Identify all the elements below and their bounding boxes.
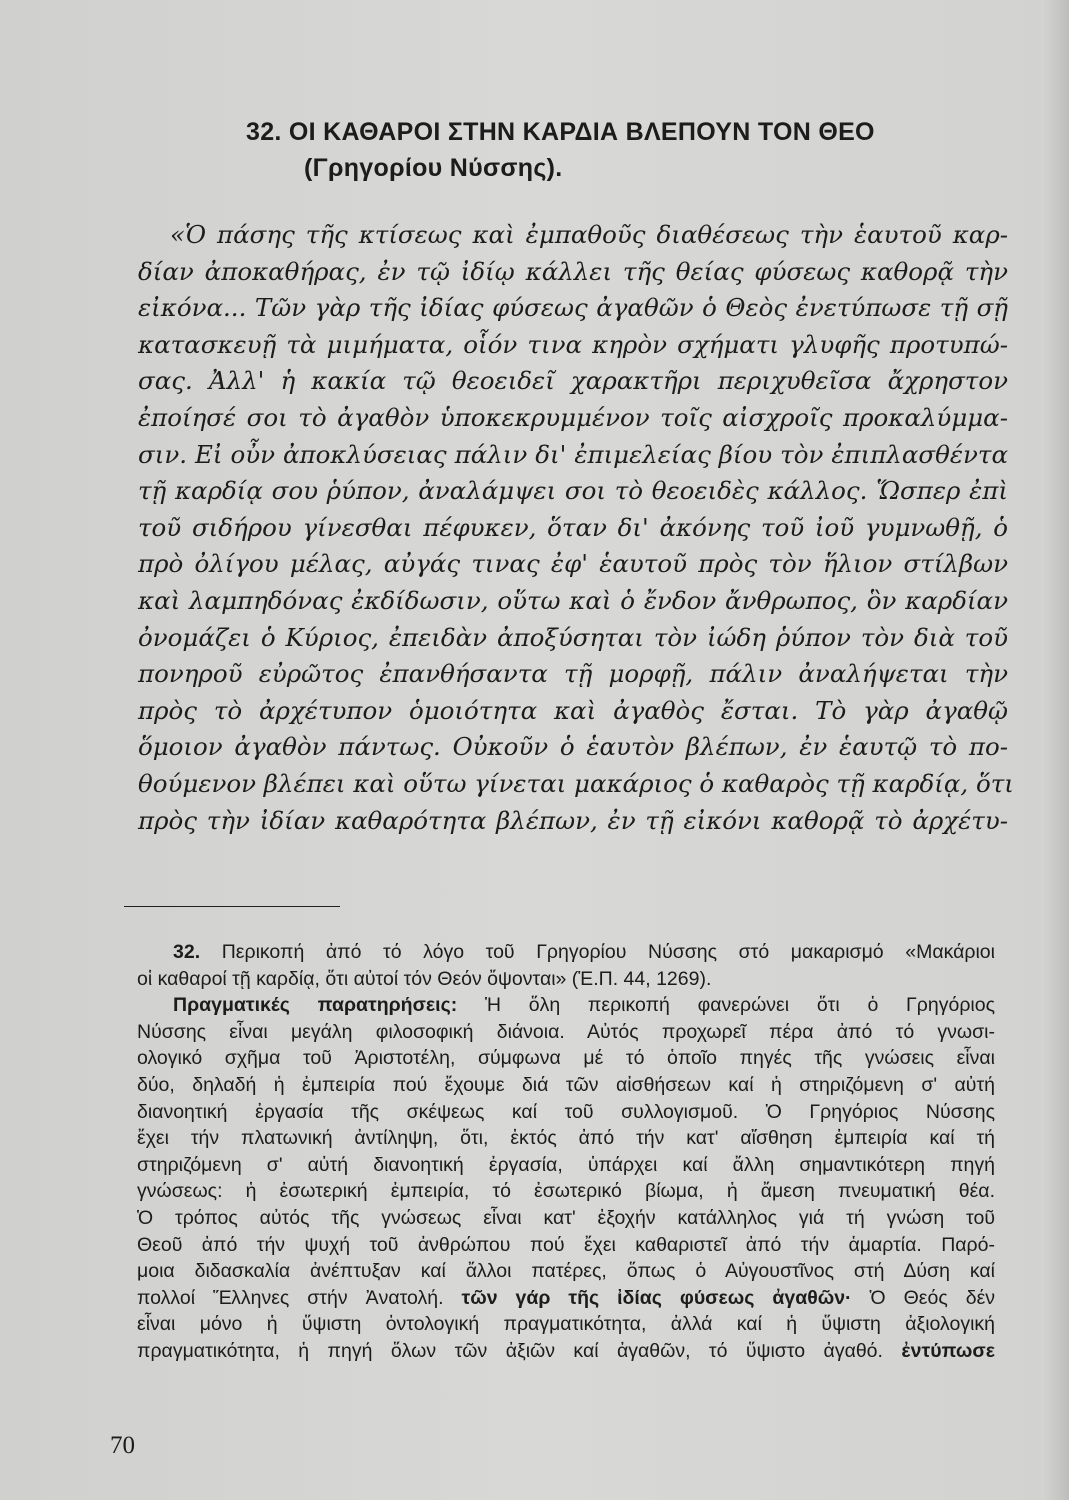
remarks-line: δύο, δηλαδή ἡ ἐμπειρία πού ἔχουμε διά τῶν αἰσθήσεων καί ἡ στηριζόμενη σ' αὐτή [137,1073,995,1096]
quote-line: «Ὁ πάσης τῆς κτίσεως καὶ ἐμπαθοῦς διαθέσεως τὴν ἑαυτοῦ καρ- [170,220,1008,249]
quote-line: πρὸ ὀλίγου μέλας, αὐγάς τινας ἐφ' ἑαυτοῦ πρὸς τὸν ἥλιον στίλβων [138,549,1008,579]
heading-line-2: (Γρηγορίου Νύσσης). [304,154,563,182]
quote-line: πρὸς τὸ ἀρχέτυπον ὁμοιότητα καὶ ἀγαθὸς ἔσται. Τὸ γὰρ ἀγαθῷ [138,695,1008,725]
quote-line: σιν. Εἰ οὖν ἀποκλύσειας πάλιν δι' ἐπιμελείας βίου τὸν ἐπιπλασθέντα [138,439,1008,469]
remarks-line: διανοητική ἐργασία τῆς σκέψεως καί τοῦ συλλογισμοῦ. Ὁ Γρηγόριος Νύσσης [137,1100,995,1123]
remarks-text: Ὁ Θεός δέν [869,1286,996,1309]
chapter-heading [246,114,926,186]
footnote-separator [124,906,340,907]
footnote-block [137,939,995,1365]
remarks-line: εἶναι μόνο ἡ ὕψιστη ὀντολογική πραγματικότητα, ἀλλά καί ἡ ὕψιστη ἀξιολογική [137,1313,995,1336]
quote-line: θούμενον βλέπει καὶ οὕτω γίνεται μακάριος ὁ καθαρὸς τῇ καρδίᾳ, ὅτι [138,768,1014,798]
quote-line: καὶ λαμπηδόνας ἐκδίδωσιν, οὕτω καὶ ὁ ἔνδον ἄνθρωπος, ὃν καρδίαν [138,585,1008,615]
remarks-line: Ὁ τρόπος αὐτός τῆς γνώσεως εἶναι κατ' ἐξοχήν κατάλληλος γιά τή γνώση τοῦ [137,1206,995,1229]
remarks-emphasis: τῶν γάρ τῆς ἰδίας φύσεως ἀγαθῶν· [461,1286,852,1309]
remarks-line [137,1338,995,1365]
remarks-emphasis: ἐντύπωσε [901,1339,995,1362]
quote-line: ὀνομάζει ὁ Κύριος, ἐπειδὰν ἀποξύσηται τὸν ἰώδη ῥύπον τὸν διὰ τοῦ [138,622,1008,652]
quote-line: εἰκόνα... Τῶν γὰρ τῆς ἰδίας φύσεως ἀγαθῶν ὁ Θεὸς ἐνετύπωσε τῇ σῇ [138,293,1008,323]
quote-line: πρὸς τὴν ἰδίαν καθαρότητα βλέπων, ἐν τῇ εἰκόνι καθορᾷ τὸ ἀρχέτυ- [138,805,1008,835]
quote-line: σας. Ἀλλ' ἡ κακία τῷ θεοειδεῖ χαρακτῆρι περιχυθεῖσα ἄχρηστον [138,366,1008,396]
quote-line: τοῦ σιδήρου γίνεσθαι πέφυκεν, ὅταν δι' ἀκόνης τοῦ ἰοῦ γυμνωθῇ, ὁ [138,512,1008,542]
footnote-number: 32. [173,941,201,963]
remarks-line: Νύσσης εἶναι μεγάλη φιλοσοφική διάνοια. Αὐτός προχωρεῖ πέρα ἀπό τό γνωσι- [137,1020,995,1043]
remarks-text: πολλοί Ἕλληνες στήν Ἀνατολή. [137,1286,444,1309]
footnote-text: Περικοπή ἀπό τό λόγο τοῦ Γρηγορίου Νύσσης στό μακαρισμό «Μακάριοι [221,941,995,963]
quote-line: τῇ καρδίᾳ σου ῥύπον, ἀναλάμψει σοι τὸ θεοειδὲς κάλλος. Ὥσπερ ἐπὶ [138,476,1008,506]
patristic-quote [138,217,1014,839]
remarks-line: ολογικό σχῆμα τοῦ Ἀριστοτέλη, σύμφωνα μέ τό ὁποῖο πηγές τῆς γνώσεις εἶναι [137,1047,995,1070]
remarks-line: Θεοῦ ἀπό τήν ψυχή τοῦ ἀνθρώπου πού ἔχει καθαριστεῖ ἀπό τήν ἁμαρτία. Παρό- [137,1233,995,1256]
remarks-line: γνώσεως: ἡ ἐσωτερική ἐμπειρία, τό ἐσωτερικό βίωμα, ἡ ἄμεση πνευματική θέα. [137,1180,995,1203]
footnote-line: οἱ καθαροί τῇ καρδίᾳ, ὅτι αὐτοί τόν Θεόν ὄψονται» (Ἑ.Π. 44, 1269). [137,967,712,990]
remarks-line: στηριζόμενη σ' αὐτή διανοητική ἐργασία, ὑπάρχει καί ἄλλη σημαντικότερη πηγή [137,1153,995,1176]
remarks-line: ἔχει τήν πλατωνική ἀντίληψη, ὅτι, ἐκτός ἀπό τήν κατ' αἴσθηση ἐμπειρία καί τή [137,1127,995,1150]
remarks-text: Ἡ ὅλη περικοπή φανερώνει ὅτι ὁ Γρηγόριος [485,994,995,1017]
heading-line-1: 32. ΟΙ ΚΑΘΑΡΟΙ ΣΤΗΝ ΚΑΡΔΙΑ ΒΛΕΠΟΥΝ ΤΟΝ ΘΕΟ [246,118,875,146]
remarks-line [137,1285,995,1312]
page-edge-shadow [1041,0,1069,1500]
quote-line: ἐποίησέ σοι τὸ ἀγαθὸν ὑποκεκρυμμένον τοῖς αἰσχροῖς προκαλύμμα- [138,402,1008,432]
footnote-line [137,939,995,966]
remarks-line [137,992,995,1019]
quote-line: κατασκευῇ τὰ μιμήματα, οἷόν τινα κηρὸν σχήματι γλυφῆς προτυπώ- [138,329,1008,359]
remarks-label: Πραγματικές παρατηρήσεις: [173,994,458,1017]
quote-line: ὅμοιον ἀγαθὸν πάντως. Οὐκοῦν ὁ ἑαυτὸν βλέπων, ἐν ἑαυτῷ τὸ πο- [138,732,1008,762]
quote-line: πονηροῦ εὐρῶτος ἐπανθήσαντα τῇ μορφῇ, πάλιν ἀναλήψεται τὴν [138,659,1008,689]
remarks-text: πραγματικότητα, ἡ πηγή ὅλων τῶν ἀξιῶν καί ἀγαθῶν, τό ὕψιστο ἀγαθό. [137,1339,883,1362]
page-number: 70 [110,1432,135,1459]
quote-line: δίαν ἀποκαθήρας, ἐν τῷ ἰδίῳ κάλλει τῆς θείας φύσεως καθορᾷ τὴν [138,256,1008,286]
remarks-line: μοια διδασκαλία ἀνέπτυξαν καί ἄλλοι πατέρες, ὅπως ὁ Αὐγουστῖνος στή Δύση καί [137,1260,995,1283]
